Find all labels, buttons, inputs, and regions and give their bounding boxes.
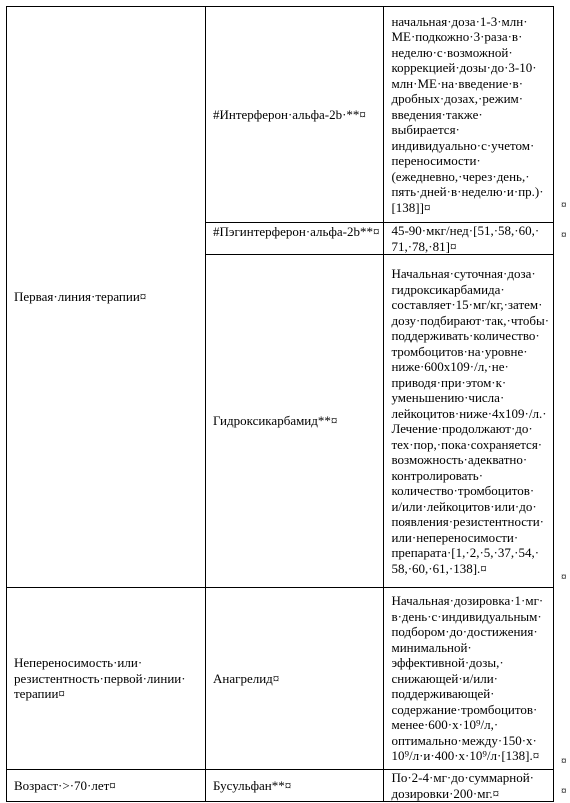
therapy-line-cell bbox=[7, 588, 206, 770]
dose-line: контролировать· bbox=[391, 467, 484, 483]
therapy-line-cell bbox=[7, 7, 206, 588]
dose-line: тех·пор,·пока·сохраняется· bbox=[391, 436, 543, 452]
drug-name: Бусульфан**¤ bbox=[213, 777, 292, 793]
dose-line: оптимально·между·150·х· bbox=[391, 732, 537, 748]
dose-line: гидроксикарбамида· bbox=[391, 281, 505, 297]
therapy-line-cell bbox=[7, 770, 206, 802]
dose-line: начальная·доза·1-3·млн· bbox=[391, 13, 528, 29]
dose-cell bbox=[384, 223, 554, 255]
drug-name: #Интерферон·альфа-2b·**¤ bbox=[213, 106, 366, 122]
drug-name-cell bbox=[206, 770, 384, 802]
row-end-mark: ¤ bbox=[561, 572, 567, 583]
dose-line: в·день·с·индивидуальным· bbox=[391, 608, 542, 624]
dose-cell bbox=[384, 255, 554, 588]
dose-line: выбирается· bbox=[391, 122, 460, 138]
row-end-mark: ¤ bbox=[561, 230, 567, 241]
dose-line: поддерживать·количество· bbox=[391, 328, 540, 343]
dose-line: составляет·15·мг/кг,·затем· bbox=[391, 297, 543, 312]
drug-name-cell bbox=[206, 588, 384, 770]
dose-line: коррекцией·дозы·до·3-10· bbox=[391, 60, 537, 76]
table-row bbox=[7, 588, 554, 770]
dose-line: По·2-4·мг·до·суммарной· bbox=[391, 770, 534, 785]
dose-line: дробных·дозах,·режим· bbox=[391, 91, 524, 107]
dose-line: и/или·лейкоцитов·или·до· bbox=[391, 498, 537, 514]
dose-line: [138]]¤ bbox=[391, 199, 431, 215]
dose-line: (ежедневно,·через·день,· bbox=[391, 168, 530, 184]
dose-line: Лечение·продолжают·до· bbox=[391, 421, 533, 436]
dose-line: поддерживающей· bbox=[391, 686, 495, 702]
therapy-line-label: Возраст·>·70·лет¤ bbox=[14, 777, 116, 793]
dose-line: 71,·78,·81]¤ bbox=[391, 238, 457, 254]
dose-line: количество·тромбоцитов· bbox=[391, 483, 535, 498]
dose-line: переносимости· bbox=[391, 153, 481, 169]
dose-line: дозировки·200·мг.¤ bbox=[391, 785, 500, 801]
drug-name: Анагрелид¤ bbox=[213, 670, 280, 686]
dose-line: тромбоцитов·на·уровне· bbox=[391, 343, 528, 359]
dose-line: препарата·[1,·2,·5,·37,·54,· bbox=[391, 545, 540, 560]
dose-line: дозу·подбирают·так,·чтобы· bbox=[391, 312, 550, 328]
row-end-mark: ¤ bbox=[561, 200, 567, 211]
dose-line: снижающей·и/или· bbox=[391, 670, 498, 686]
dose-line: эффективной·дозы,· bbox=[391, 655, 504, 671]
therapy-line-label: терапии¤ bbox=[14, 686, 65, 702]
dose-line: ниже·600х109·/л,·не· bbox=[391, 359, 509, 374]
dose-line: содержание·тромбоцитов· bbox=[391, 701, 538, 717]
dose-line: 45-90·мкг/нед·[51,·58,·60,· bbox=[391, 223, 540, 238]
dose-cell bbox=[384, 588, 554, 770]
dose-line: приводя·при·этом·к· bbox=[391, 374, 507, 390]
dose-line: 10⁹/л·и·400·х·10⁹/л·[138].¤ bbox=[391, 748, 540, 764]
dose-line: лейкоцитов·ниже·4х109·/л.· bbox=[391, 405, 547, 421]
drug-name-cell bbox=[206, 255, 384, 588]
row-end-mark: ¤ bbox=[561, 786, 567, 797]
dose-line: уменьшению·числа· bbox=[391, 390, 505, 405]
dose-line: появления·резистентности· bbox=[391, 514, 545, 529]
dose-line: млн·МЕ·на·введение·в· bbox=[391, 75, 524, 91]
dose-line: подбором·до·достижения· bbox=[391, 624, 538, 640]
dose-line: минимальной· bbox=[391, 639, 472, 655]
therapy-line-label: Первая·линия·терапии¤ bbox=[14, 289, 147, 305]
dose-line: менее·600·х·10⁹/л,· bbox=[391, 717, 499, 733]
therapy-line-label: Непереносимость·или· bbox=[14, 655, 143, 671]
dose-line: индивидуально·с·учетом· bbox=[391, 137, 535, 153]
drug-name: Гидроксикарбамид**¤ bbox=[213, 413, 338, 429]
dose-line: возможность·адекватно· bbox=[391, 452, 528, 467]
dose-line: введения·также· bbox=[391, 106, 483, 122]
dose-cell bbox=[384, 770, 554, 802]
therapy-table bbox=[6, 6, 554, 802]
table-row bbox=[7, 770, 554, 802]
dose-cell bbox=[384, 7, 554, 223]
drug-name-cell bbox=[206, 223, 384, 255]
therapy-line-label: резистентность·первой·линии· bbox=[14, 670, 186, 686]
drug-name-cell bbox=[206, 7, 384, 223]
drug-name: #Пэгинтерферон·альфа-2b**¤ bbox=[213, 224, 380, 239]
table-row bbox=[7, 7, 554, 223]
dose-line: пять·дней·в·неделю·и·пр.)· bbox=[391, 184, 544, 200]
dose-line: или·непереносимости· bbox=[391, 529, 519, 545]
dose-line: Начальная·дозировка·1·мг· bbox=[391, 593, 544, 609]
dose-line: МЕ·подкожно·3·раза·в· bbox=[391, 29, 523, 45]
dose-line: 58,·60,·61,·138].¤ bbox=[391, 560, 487, 576]
row-end-mark: ¤ bbox=[561, 756, 567, 767]
dose-line: неделю·с·возможной· bbox=[391, 44, 513, 60]
dose-line: Начальная·суточная·доза· bbox=[391, 266, 536, 281]
